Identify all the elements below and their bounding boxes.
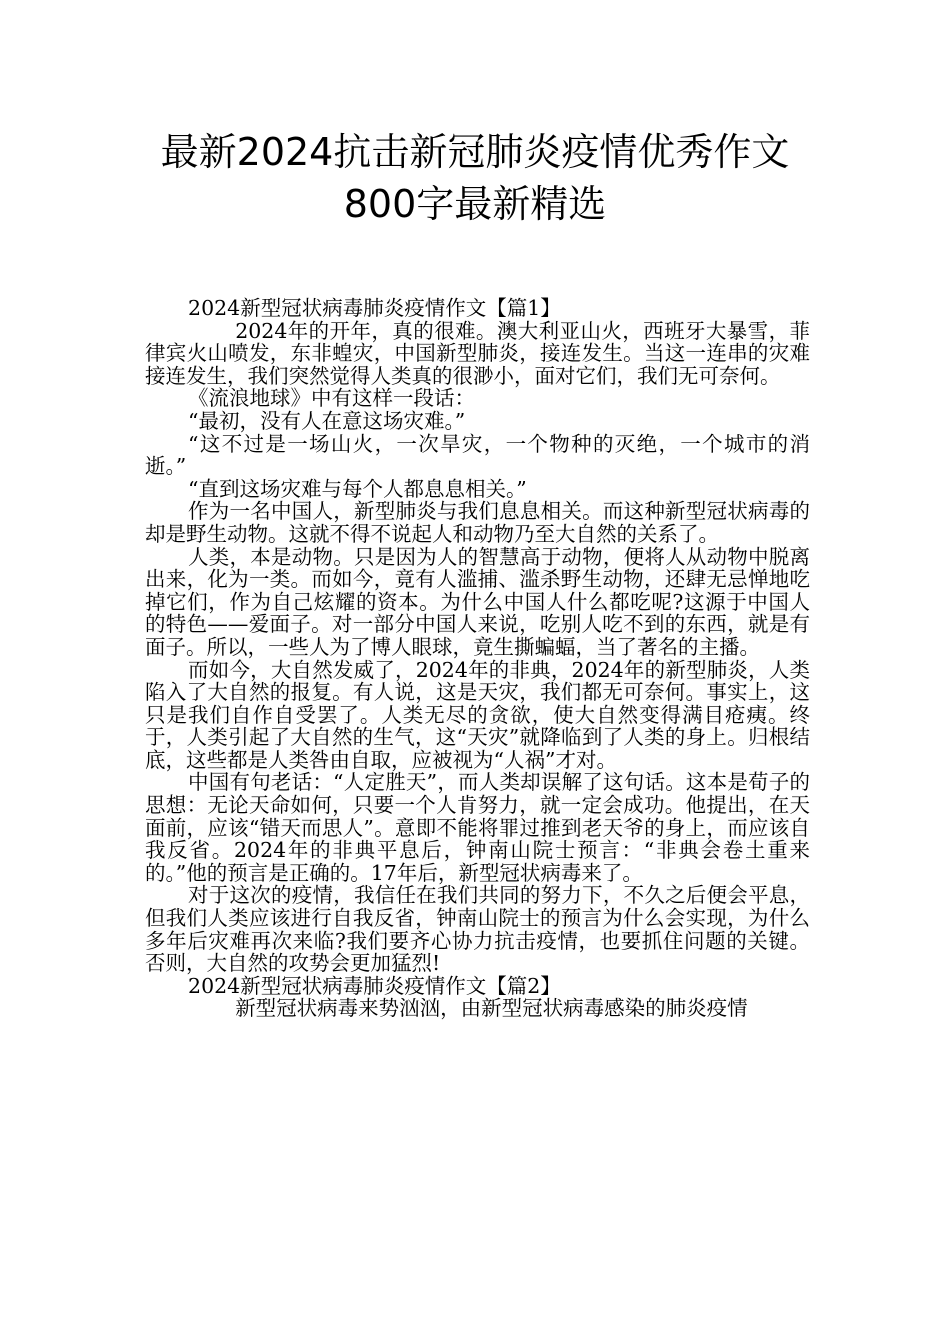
document-body (145, 297, 810, 1020)
paragraph: “这不过是一场山火，一次旱灾，一个物种的灭绝，一个城市的消逝。” (145, 431, 810, 479)
paragraph: “直到这场灾难与每个人都息息相关。” (188, 476, 527, 501)
section-heading-2: 2024新型冠状病毒肺炎疫情作文【篇2】 (188, 973, 561, 998)
document-title (0, 126, 950, 230)
paragraph: 而如今，大自然发威了，2024年的非典，2024年的新型肺炎，人类陷入了大自然的报复。有人说，这是天灾，我们都无可奈何。事实上，这只是我们自作自受罢了。人类无尽的贪欲，使大自然变得满目疮痍。终于，人类引起了大自然的生气，这“天灾”就降临到了人类的身上。归根结底，这些都是人类咎由自取，应被视为“人祸”才对。 (145, 657, 810, 772)
paragraph: 中国有句老话：“人定胜天”，而人类却误解了这句话。这本是荀子的思想：无论天命如何，只要一个人肯努力，就一定会成功。他提出，在天面前，应该“错天而思人”。意即不能将罪过推到老天爷的身上，而应该自我反省。2024年的非典平息后，钟南山院士预言：“非典会卷土重来的。”他的预言是正确的。17年后，新型冠状病毒来了。 (145, 770, 810, 885)
title-line-2: 800字最新精选 (343, 182, 607, 226)
paragraph: 作为一名中国人，新型肺炎与我们息息相关。而这种新型冠状病毒的却是野生动物。这就不得不说起人和动物乃至大自然的关系了。 (145, 499, 810, 546)
paragraph: 2024年的开年，真的很难。澳大利亚山火，西班牙大暴雪，菲律宾火山喷发，东非蝗灾，中国新型肺炎，接连发生。当这一连串的灾难接连发生，我们突然觉得人类真的很渺小，面对它们，我们无可奈何。 (145, 318, 810, 388)
paragraph: 人类，本是动物。只是因为人的智慧高于动物，便将人从动物中脱离出来，化为一类。而如今，竟有人滥捕、滥杀野生动物，还肆无忌惮地吃掉它们，作为自己炫耀的资本。为什么中国人什么都吃呢?这源于中国人的特色——爱面子。对一部分中国人来说，吃别人吃不到的东西，就是有面子。所以，一些人为了博人眼球，竟生撕蝙蝠，当了著名的主播。 (145, 544, 810, 659)
paragraph: 新型冠状病毒来势汹汹，由新型冠状病毒感染的肺炎疫情 (235, 996, 748, 1021)
paragraph: “最初，没有人在意这场灾难。” (188, 408, 466, 433)
paragraph: 对于这次的疫情，我信任在我们共同的努力下，不久之后便会平息，但我们人类应该进行自我反省，钟南山院士的预言为什么会实现，为什么多年后灾难再次来临?我们要齐心协力抗击疫情，也要抓住问题的关键。否则，大自然的攻势会更加猛烈! (145, 883, 810, 976)
section-heading-1: 2024新型冠状病毒肺炎疫情作文【篇1】 (188, 296, 561, 320)
title-line-1: 最新2024抗击新冠肺炎疫情优秀作文 (160, 130, 790, 174)
paragraph: 《流浪地球》中有这样一段话： (188, 386, 476, 411)
